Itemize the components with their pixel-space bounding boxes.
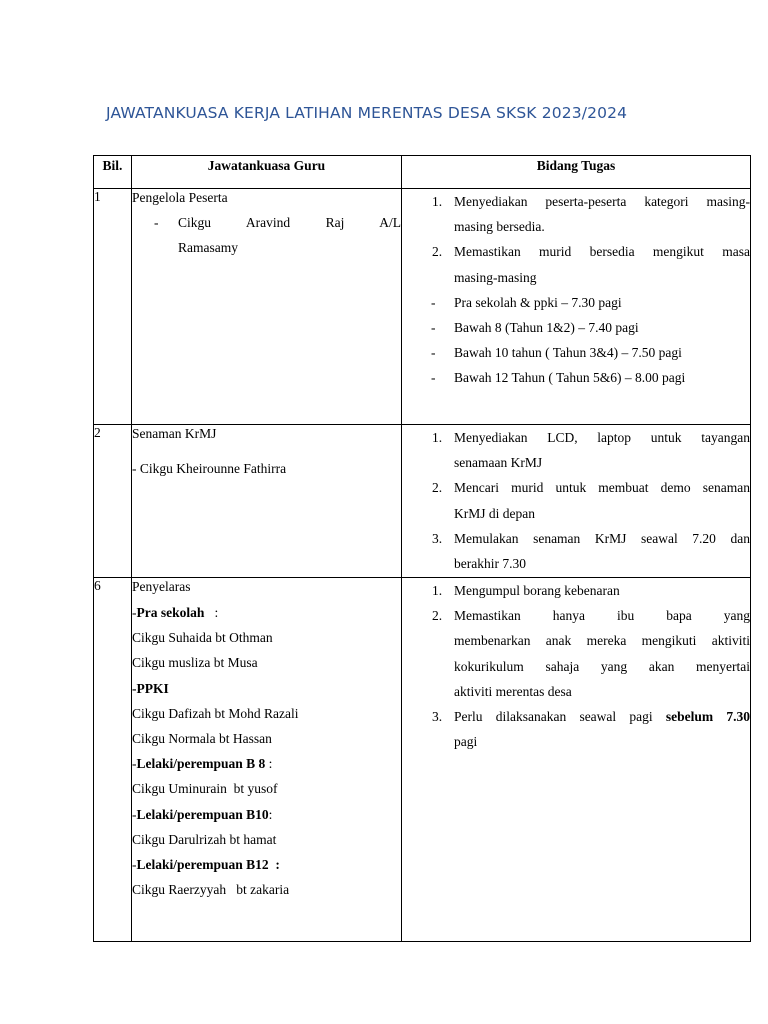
member-name: Cikgu Raerzyyah bt zakaria — [132, 882, 290, 898]
list-item: 1. Menyediakan peserta-peserta kategori masing- masing bersedia. — [432, 194, 750, 235]
table-row — [94, 189, 751, 425]
list-item: - Bawah 12 Tahun ( Tahun 5&6) – 8.00 pagi — [431, 370, 686, 386]
group-label-b12: -Lelaki/perempuan B12 : — [132, 857, 280, 873]
role-name: Penyelaras — [132, 579, 191, 594]
header-committee: Jawatankuasa Guru — [132, 156, 402, 189]
committee-table — [93, 155, 751, 942]
row-number: 2 — [94, 425, 132, 578]
member-name: Cikgu Suhaida bt Othman — [132, 630, 273, 646]
member-name: Cikgu Darulrizah bt hamat — [132, 831, 277, 847]
group-label-ppki: -PPKI — [132, 680, 169, 696]
committee-cell — [132, 578, 402, 942]
list-item: 2. Memastikan hanya ibu bapa yang membenarkan anak mereka mengikuti aktiviti kokurikulum sahaja yang akan menyertai aktiviti merentas desa — [432, 608, 750, 699]
member-item — [132, 210, 401, 260]
group-label-b10: -Lelaki/perempuan B10: — [132, 806, 273, 822]
task-list — [402, 578, 750, 754]
list-item: 2. Memastikan murid bersedia mengikut masa masing-masing — [432, 244, 750, 285]
list-item: - Pra sekolah & ppki – 7.30 pagi — [431, 294, 622, 310]
member-name: Cikgu Normala bt Hassan — [132, 731, 272, 747]
group-label-b8: -Lelaki/perempuan B 8 : — [132, 756, 273, 772]
dash-marker: - — [154, 215, 159, 230]
table-row — [94, 578, 751, 942]
list-item: 1. Menyediakan LCD, laptop untuk tayangan senamaan KrMJ — [432, 430, 750, 471]
task-list — [402, 189, 750, 391]
list-item: 3. Perlu dilaksanakan seawal pagi sebelum 7.30 pagi — [432, 709, 750, 750]
committee-cell — [132, 425, 402, 578]
member-name: Cikgu Dafizah bt Mohd Razali — [132, 705, 299, 721]
list-item: 3. Memulakan senaman KrMJ seawal 7.20 dan berakhir 7.30 — [432, 530, 750, 572]
list-item: - Bawah 8 (Tahun 1&2) – 7.40 pagi — [431, 320, 639, 336]
duties-cell — [402, 189, 751, 425]
role-name: Pengelola Peserta — [132, 190, 228, 205]
row-number: 6 — [94, 578, 132, 942]
table-row — [94, 425, 751, 578]
duties-cell — [402, 425, 751, 578]
header-bil: Bil. — [94, 156, 132, 189]
table-header-row — [94, 156, 751, 189]
document-title: JAWATANKUASA KERJA LATIHAN MERENTAS DESA SKSK 2023/2024 — [106, 104, 628, 122]
header-duties: Bidang Tugas — [402, 156, 751, 189]
member-name: - Cikgu Kheirounne Fathirra — [132, 461, 287, 476]
group-label-pra: -Pra sekolah : — [132, 605, 219, 620]
task-list — [402, 425, 750, 576]
member-name: Cikgu Uminurain bt yusof — [132, 781, 278, 797]
list-item: 2. Mencari murid untuk membuat demo senaman KrMJ di depan — [432, 480, 750, 521]
list-item: - Bawah 10 tahun ( Tahun 3&4) – 7.50 pagi — [431, 345, 682, 361]
committee-cell — [132, 189, 402, 425]
row-number: 1 — [94, 189, 132, 425]
duties-cell — [402, 578, 751, 942]
role-name: Senaman KrMJ — [132, 426, 217, 441]
member-name: Cikgu Aravind Raj A/L Ramasamy — [178, 215, 401, 256]
list-item: 1. Mengumpul borang kebenaran — [432, 583, 620, 598]
member-name: Cikgu musliza bt Musa — [132, 655, 258, 671]
